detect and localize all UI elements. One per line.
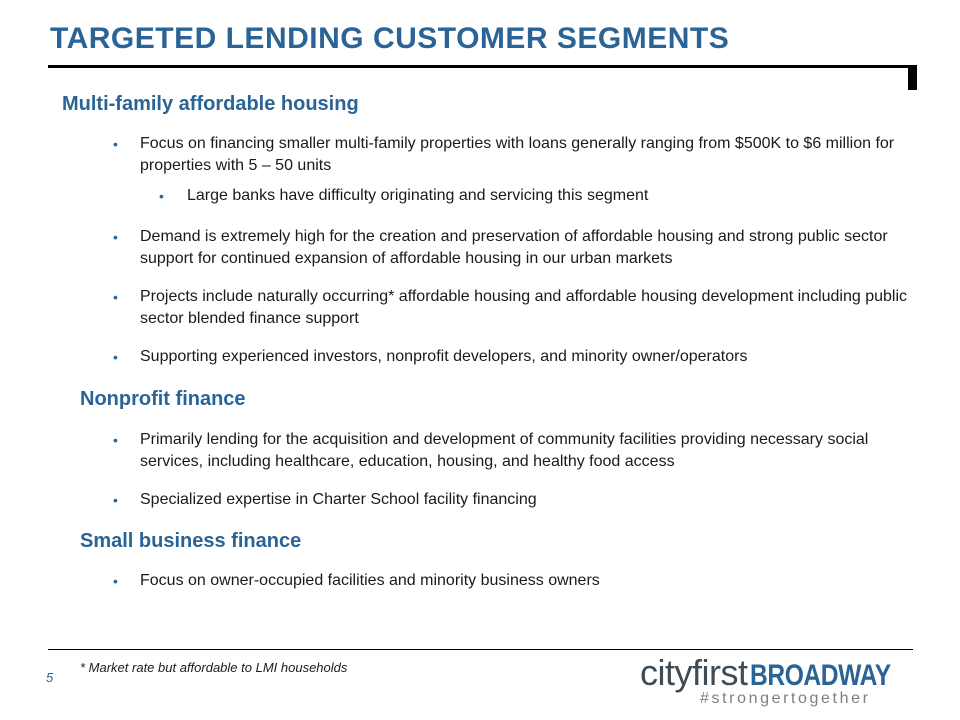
section-heading-small-business: Small business finance [80,530,302,552]
page-number: 5 [46,670,54,685]
logo-tagline: #strongertogether [700,690,871,707]
section-heading-nonprofit: Nonprofit finance [80,388,246,410]
bullet-item: • Supporting experienced investors, nonprofit developers, and minority owner/operators [140,346,910,368]
bullet-item: • Demand is extremely high for the creation and preservation of affordable housing and strong public sector support for continued expansion of affordable housing in our urban markets [113,228,888,267]
logo-wordmark-cityfirst: cityfirst [640,652,748,693]
bullet-dot-icon: • [113,432,118,448]
logo-wordmark-broadway: BROADWAY [749,659,891,692]
footnote: * Market rate but affordable to LMI households [80,660,348,675]
bullet-dot-icon: • [113,136,118,152]
bullet-item: • Focus on financing smaller multi-family properties with loans generally ranging from $500K to $6 million for properties with 5 – 50 units [113,135,895,174]
cityfirst-broadway-logo [640,652,921,693]
title-divider-tab [908,65,917,90]
footer-divider [48,649,913,650]
sub-bullet-item: • Large banks have difficulty originating and servicing this segment [187,185,887,207]
bullet-dot-icon: • [113,349,118,365]
bullet-dot-icon: • [113,229,118,245]
bullet-dot-icon: • [159,188,164,204]
title-divider [48,65,910,68]
slide-title: TARGETED LENDING CUSTOMER SEGMENTS [50,22,730,55]
section-heading-multifamily: Multi-family affordable housing [62,93,359,115]
bullet-item: • Primarily lending for the acquisition and development of community facilities providing necessary social services, including healthcare, education, housing, and healthy food access [113,431,869,470]
bullet-item: • Specialized expertise in Charter School facility financing [140,489,910,511]
bullet-dot-icon: • [113,492,118,508]
bullet-dot-icon: • [113,573,118,589]
bullet-item: • Projects include naturally occurring* affordable housing and affordable housing development including public sector blended finance support [113,288,908,327]
bullet-dot-icon: • [113,289,118,305]
bullet-item: • Focus on owner-occupied facilities and minority business owners [140,570,910,592]
